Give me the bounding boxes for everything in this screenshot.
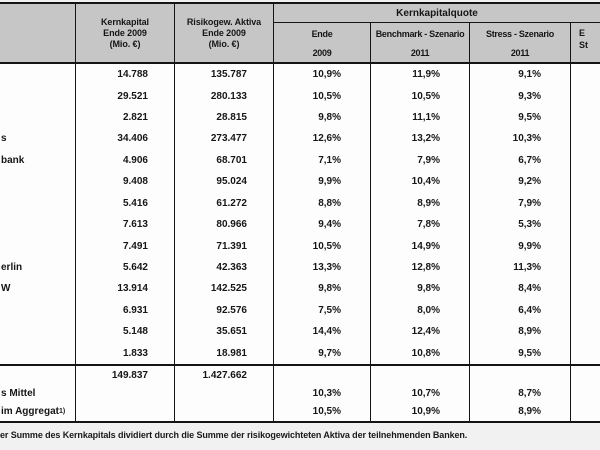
bank-name-fragment: bank [0,150,76,171]
clipped-cell [571,342,600,363]
kernkapital-cell: 2.821 [76,107,175,128]
aggregat-quote-stress: 8,9% [470,402,571,421]
empty-cell [470,366,571,385]
quote-2009-cell: 7,1% [274,150,371,171]
table-row [0,85,600,106]
header-line: Ende 2009 [202,27,246,38]
rwa-cell: 95.024 [175,171,274,192]
kernkapital-cell: 7.613 [76,214,175,235]
quote-2009-cell: 9,8% [274,278,371,299]
quote-2009-cell: 7,5% [274,300,371,321]
quote-2009-cell: 10,9% [274,64,371,85]
table-row [0,300,600,321]
bank-name-fragment [0,64,76,85]
empty-cell [371,366,470,385]
subheader-line: 2011 [410,48,430,58]
rwa-cell: 71.391 [175,235,274,256]
quote-2009-cell: 9,9% [274,171,371,192]
quote-benchmark-cell: 12,8% [371,257,470,278]
quote-benchmark-cell: 8,0% [371,300,470,321]
quote-2009-cell: 8,8% [274,193,371,214]
table-row [0,128,600,149]
rwa-cell: 92.576 [175,300,274,321]
rwa-cell: 35.651 [175,321,274,342]
kernkapital-cell: 34.406 [76,128,175,149]
aggregat-quote-2009: 10,5% [274,402,371,421]
subheader-line: Ende [311,29,333,39]
quote-benchmark-cell: 11,9% [371,64,470,85]
subheader-line: 2011 [510,48,530,58]
subheader-line: St [579,40,588,50]
clipped-cell [571,128,600,149]
table-row [0,150,600,171]
quote-stress-cell: 5,3% [470,214,571,235]
bank-name-fragment: s [0,128,76,149]
quote-benchmark-cell: 7,9% [371,150,470,171]
avg-quote-stress: 8,7% [470,385,571,402]
rwa-cell: 28.815 [175,107,274,128]
kernkapitalquote-group-header: Kernkapitalquote [274,4,600,23]
rwa-cell: 142.525 [175,278,274,299]
bank-name-fragment: erlin [0,257,76,278]
empty-cell [274,366,371,385]
quote-stress-cell: 6,7% [470,150,571,171]
table-row [0,64,600,85]
table-row [0,342,600,363]
subheader-benchmark-szenario [371,23,470,62]
footnote: er Summe des Kernkapitals dividiert durch die Summe der risikogewichteten Aktiva der teilnehmenden Banken. [0,430,468,440]
kernkapital-cell: 7.491 [76,235,175,256]
quote-benchmark-cell: 14,9% [371,235,470,256]
clipped-cell [571,235,600,256]
rwa-cell: 273.477 [175,128,274,149]
clipped-cell [571,171,600,192]
header-line: Kernkapital [101,16,149,27]
rwa-cell: 18.981 [175,342,274,363]
aggregat-quote-benchmark: 10,9% [371,402,470,421]
total-rwa: 1.427.662 [175,366,274,385]
kernkapital-cell: 6.931 [76,300,175,321]
quote-benchmark-cell: 13,2% [371,128,470,149]
table-row [0,107,600,128]
quote-2009-cell: 10,5% [274,85,371,106]
quote-stress-cell: 9,9% [470,235,571,256]
empty-cell [76,402,175,421]
bank-name-fragment: W [0,278,76,299]
bank-name-fragment [0,171,76,192]
clipped-cell [571,85,600,106]
summary-block [0,364,600,423]
quote-stress-cell: 10,3% [470,128,571,149]
table-row [0,193,600,214]
quote-2009-cell: 10,5% [274,235,371,256]
kernkapital-cell: 5.148 [76,321,175,342]
kernkapital-cell: 29.521 [76,85,175,106]
subheader-ende-2009 [274,23,371,62]
rwa-cell: 135.787 [175,64,274,85]
table-row [0,321,600,342]
quote-benchmark-cell: 10,5% [371,85,470,106]
header-line: (Mio. €) [208,38,240,49]
kernkapital-cell: 14.788 [76,64,175,85]
clipped-cell [571,402,600,421]
summary-label-aggregat: im Aggregat 1) [0,402,76,421]
quote-stress-cell: 8,9% [470,321,571,342]
quote-stress-cell: 9,5% [470,342,571,363]
subheader-line: Stress - Szenario [486,29,554,39]
bank-name-fragment [0,193,76,214]
bank-capital-table [0,2,600,423]
bank-name-fragment [0,300,76,321]
clipped-cell [571,300,600,321]
avg-quote-benchmark: 10,7% [371,385,470,402]
clipped-cell [571,214,600,235]
avg-quote-2009: 10,3% [274,385,371,402]
quote-2009-cell: 13,3% [274,257,371,278]
quote-stress-cell: 9,1% [470,64,571,85]
clipped-cell [571,366,600,385]
kernkapital-cell: 5.416 [76,193,175,214]
quote-stress-cell: 9,2% [470,171,571,192]
quote-benchmark-cell: 8,9% [371,193,470,214]
quote-2009-cell: 9,8% [274,107,371,128]
quote-benchmark-cell: 10,8% [371,342,470,363]
quote-stress-cell: 9,3% [470,85,571,106]
kernkapital-cell: 13.914 [76,278,175,299]
subheader-line: 2009 [312,48,332,58]
kernkapital-cell: 9.408 [76,171,175,192]
empty-cell [175,385,274,402]
table-row [0,278,600,299]
bank-name-column-header [0,4,76,62]
summary-label-text: im Aggregat [1,406,59,417]
summary-label [0,366,76,385]
quote-2009-cell: 14,4% [274,321,371,342]
quote-benchmark-cell: 9,8% [371,278,470,299]
kernkapital-cell: 4.906 [76,150,175,171]
quote-stress-cell: 11,3% [470,257,571,278]
clipped-cell [571,193,600,214]
quote-stress-cell: 6,4% [470,300,571,321]
table-header [0,2,600,64]
rwa-cell: 68.701 [175,150,274,171]
bank-name-fragment [0,107,76,128]
quote-stress-cell: 8,4% [470,278,571,299]
clipped-cell [571,385,600,402]
clipped-cell [571,150,600,171]
quote-stress-cell: 7,9% [470,193,571,214]
total-kernkapital: 149.837 [76,366,175,385]
rwa-cell: 80.966 [175,214,274,235]
clipped-cell [571,278,600,299]
clipped-cell [571,64,600,85]
empty-cell [175,402,274,421]
bank-name-fragment [0,85,76,106]
table-row [0,214,600,235]
kernkapital-cell: 1.833 [76,342,175,363]
quote-benchmark-cell: 11,1% [371,107,470,128]
header-line: Ende 2009 [103,27,147,38]
header-line: (Mio. €) [109,38,141,49]
subheader-clipped-column [571,23,600,62]
rwa-cell: 42.363 [175,257,274,278]
header-line: Risikogew. Aktiva [186,16,262,27]
clipped-cell [571,107,600,128]
quote-benchmark-cell: 7,8% [371,214,470,235]
rwa-column-header [175,4,274,62]
quote-benchmark-cell: 12,4% [371,321,470,342]
table-body [0,64,600,364]
subheader-line: Benchmark - Szenario [375,29,465,39]
kernkapital-column-header [76,4,175,62]
bank-name-fragment [0,321,76,342]
clipped-cell [571,257,600,278]
table-row [0,171,600,192]
quote-2009-cell: 9,7% [274,342,371,363]
quote-2009-cell: 9,4% [274,214,371,235]
bank-name-fragment [0,214,76,235]
subheader-stress-szenario [470,23,571,62]
bank-name-fragment [0,342,76,363]
table-row [0,257,600,278]
kernkapital-cell: 5.642 [76,257,175,278]
empty-cell [76,385,175,402]
table-row [0,235,600,256]
bank-name-fragment [0,235,76,256]
rwa-cell: 280.133 [175,85,274,106]
subheader-line: E [579,28,586,38]
rwa-cell: 61.272 [175,193,274,214]
quote-2009-cell: 12,6% [274,128,371,149]
clipped-cell [571,321,600,342]
quote-benchmark-cell: 10,4% [371,171,470,192]
quote-stress-cell: 9,5% [470,107,571,128]
summary-label-mittel: s Mittel [0,385,76,402]
